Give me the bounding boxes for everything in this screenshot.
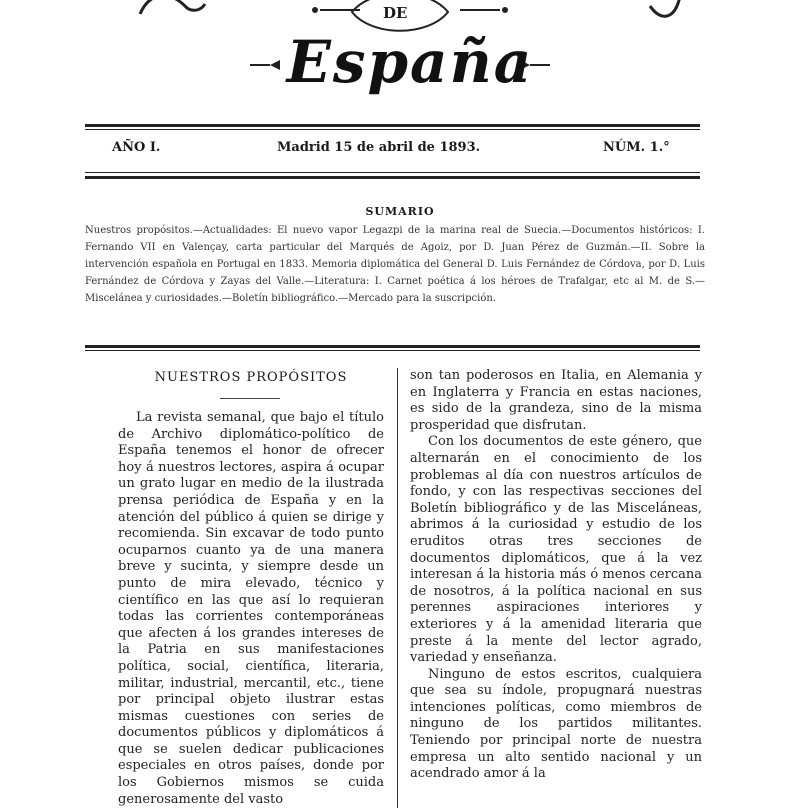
issue-year: AÑO I. [112, 140, 161, 155]
article-right-column [410, 368, 702, 783]
sumario-text: Nuestros propósitos.—Actualidades: El nuevo vapor Legazpi de la marina real de Suecia.—Documentos históricos: I. Fernando VII en Valençay, carta particular del Marqués de Agoiz, por D. Juan Pérez de Guzmán.—II. Sobre la intervención española en Portugal en 1833. Memoria diplomática del General D. Luis Fernández de Córdova, por D. Luis Fernández de Córdova y Zayas del Valle.—Literatura: I. Carnet poética á los héroes de Trafalgar, etc al M. de S.—Miscelánea y curiosidades.—Boletín bibliográfico.—Mercado para la suscripción. [85, 225, 705, 304]
sumario-heading: SUMARIO [365, 205, 435, 218]
right-paragraph: Con los documentos de este género, que alternarán en el conocimiento de los problemas al día con nuestros artículos de fondo, y con las respectivas secciones del Boletín bibliográfico y de las Misceláneas, abrimos á la curiosidad y estudio de los eruditos otras tres secciones de documentos diplomáticos, que á la vez interesan á la historia más ó menos cercana de nosotros, á la política nacional en sus perennes aspiraciones interiores y exteriores y á la amenidad literaria que preste á la mente del lector agrado, variedad y enseñanza. [410, 434, 702, 666]
header-rule-bottom [85, 176, 700, 179]
header-rule-top-thin [85, 129, 700, 130]
article-title: NUESTROS PROPÓSITOS [154, 370, 348, 385]
right-paragraph: son tan poderosos en Italia, en Alemania y en Inglaterra y Francia en estas naciones, es sido de la grandeza, sino de la misma prosperidad que disfrutan. [410, 368, 702, 433]
masthead-connector: DE [383, 4, 408, 22]
header-rule-top [85, 124, 700, 127]
issue-dateline: Madrid 15 de abril de 1893. [277, 140, 481, 155]
column-divider [397, 368, 398, 808]
header-rule-bottom-thin [85, 172, 700, 173]
sumario-rule [85, 345, 700, 348]
right-paragraph: Ninguno de estos escritos, cualquiera que sea su índole, propugnará nuestras intenciones políticas, como miembros de ninguno de los partidos militantes. Teniendo por principal norte de nuestra empresa un alto sentido nacional y un acendrado amor á la [410, 666, 702, 782]
masthead-title: España [286, 28, 534, 96]
title-underline [220, 398, 280, 399]
article-left-column [118, 410, 384, 808]
sumario-rule-thin [85, 350, 700, 351]
left-paragraph: La revista semanal, que bajo el título de Archivo diplomático-político de España tenemos el honor de ofrecer hoy á nuestros lectores, aspira á ocupar un grato lugar en medio de la ilustrada prensa periódica de España y en la atención del público á quien se dirige y recomienda. Sin excavar de todo punto ocuparnos cuanto ya de una manera breve y sucinta, y siempre desde un punto de mira elevado, técnico y científico en las que así lo requieran todas las corrientes contemporáneas que afecten á los grandes intereses de la Patria en sus manifestaciones política, social, científica, literaria, militar, industrial, mercantil, etc., tiene por principal objeto ilustrar estas mismas cuestiones con series de documentos públicos y diplomáticos á que se suelen dedicar publicaciones especiales en otros países, donde por los Gobiernos mismos se cuida generosamente del vasto [118, 410, 384, 807]
issue-number: NÚM. 1.° [603, 140, 670, 155]
